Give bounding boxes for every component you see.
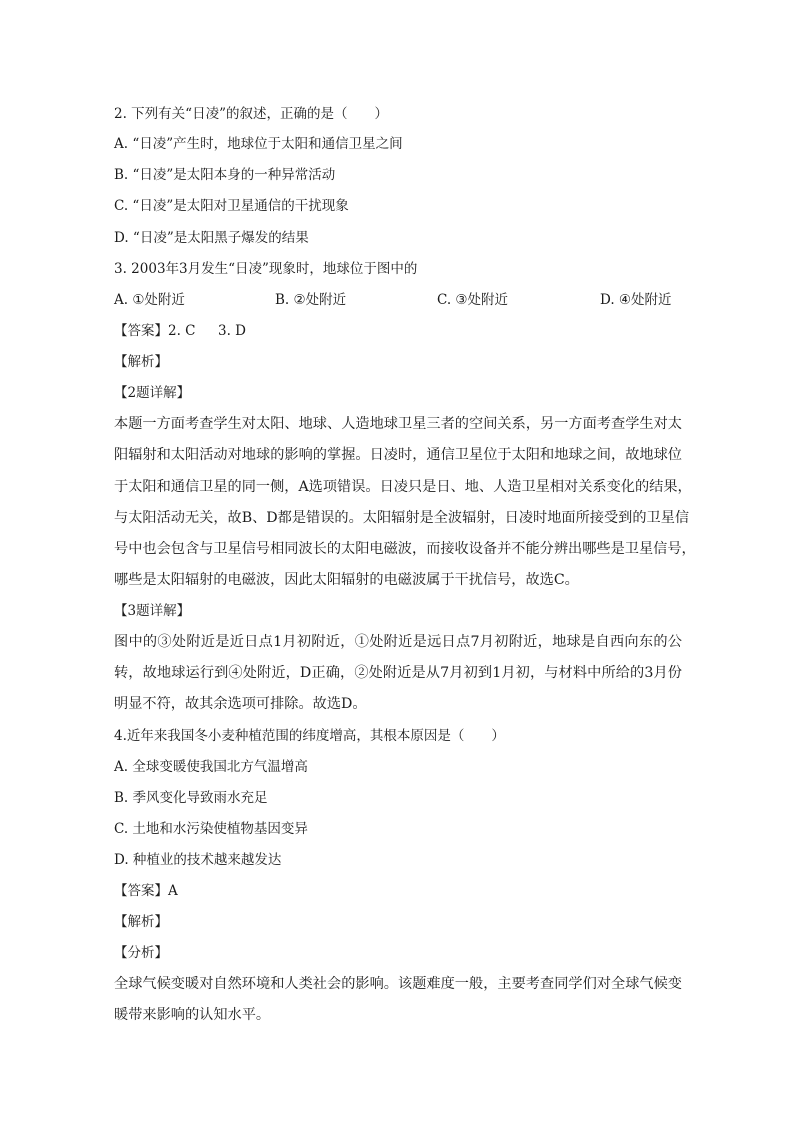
detail-3-line: 明显不符，故其余选项可排除。故选D。 — [114, 696, 367, 712]
answer-3: 3. D — [218, 323, 246, 339]
question-2-stem: 2. 下列有关“日凌”的叙述，正确的是（ ） — [114, 106, 388, 122]
question-3-options — [114, 290, 684, 310]
question-4-option-a: A. 全球变暖使我国北方气温增高 — [114, 759, 308, 775]
detail-2-line: 本题一方面考查学生对太阳、地球、人造地球卫星三者的空间关系，另一方面考查学生对太 — [114, 416, 682, 432]
analysis-detail-line: 暖带来影响的认知水平。 — [114, 1007, 271, 1023]
question-4-option-d: D. 种植业的技术越来越发达 — [114, 852, 282, 868]
detail-2-line: 哪些是太阳辐射的电磁波，因此太阳辐射的电磁波属于干扰信号，故选C。 — [114, 572, 579, 588]
question-2-option-b: B. “日凌”是太阳本身的一种异常活动 — [114, 167, 336, 183]
question-2-option-d: D. “日凌”是太阳黑子爆发的结果 — [114, 230, 309, 246]
answer-label-1: 【答案】 — [114, 323, 168, 339]
question-3-option-d: D. ④处附近 — [600, 292, 672, 308]
detail-2-line: 号中也会包含与卫星信号相同波长的太阳电磁波，而接收设备并不能分辨出哪些是卫星信号， — [114, 541, 696, 557]
detail-3-label: 【3题详解】 — [114, 603, 191, 619]
answer-label-2: 【答案】 — [114, 883, 168, 899]
detail-3-line: 图中的③处附近是近日点1月初附近，①处附近是远日点7月初附近，地球是自西向东的公 — [114, 634, 682, 650]
question-3-option-c: C. ③处附近 — [437, 292, 509, 308]
detail-2-line: 于太阳和通信卫星的同一侧，A选项错误。日凌只是日、地、人造卫星相对关系变化的结果， — [114, 479, 692, 495]
question-2-option-a: A. “日凌”产生时，地球位于太阳和通信卫星之间 — [114, 136, 403, 152]
detail-2-label: 【2题详解】 — [114, 385, 191, 401]
analysis-label-1: 【解析】 — [114, 354, 168, 370]
question-4-option-c: C. 土地和水污染使植物基因变异 — [114, 821, 308, 837]
analysis-label-2: 【解析】 — [114, 914, 168, 930]
question-3-option-b: B. ②处附近 — [275, 292, 347, 308]
detail-2-line: 与太阳活动无关，故B、D都是错误的。太阳辐射是全波辐射，日凌时地面所接受到的卫星信 — [114, 510, 690, 526]
question-3-stem: 3. 2003年3月发生“日凌”现象时，地球位于图中的 — [114, 261, 418, 277]
answer-4: A — [168, 883, 178, 899]
analysis-detail-label: 【分析】 — [114, 945, 168, 961]
question-4-option-b: B. 季风变化导致雨水充足 — [114, 790, 268, 806]
answer-2: 2. C — [168, 323, 196, 339]
analysis-detail-line: 全球气候变暖对自然环境和人类社会的影响。该题难度一般，主要考查同学们对全球气候变 — [114, 976, 682, 992]
question-2-option-c: C. “日凌”是太阳对卫星通信的干扰现象 — [114, 198, 349, 214]
question-3-option-a: A. ①处附近 — [114, 292, 185, 308]
detail-2-line: 阳辐射和太阳活动对地球的影响的掌握。日凌时，通信卫星位于太阳和地球之间，故地球位 — [114, 447, 682, 463]
detail-3-line: 转，故地球运行到④处附近，D正确，②处附近是从7月初到1月初，与材料中所给的3月份 — [114, 665, 682, 681]
question-4-stem: 4.近年来我国冬小麦种植范围的纬度增高，其根本原因是（ ） — [114, 728, 505, 744]
